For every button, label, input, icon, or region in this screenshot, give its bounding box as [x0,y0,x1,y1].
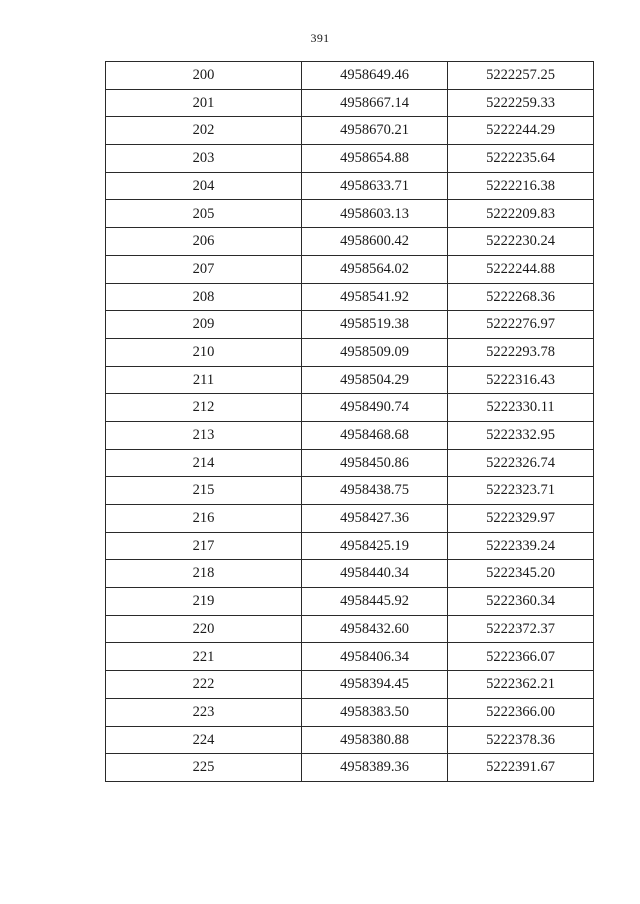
point-number-cell: 205 [106,200,302,228]
point-number-cell: 218 [106,560,302,588]
point-number-cell: 220 [106,615,302,643]
table-row [106,560,594,588]
table-row [106,615,594,643]
table-row [106,588,594,616]
y-coordinate-cell: 5222276.97 [448,311,594,339]
x-coordinate-cell: 4958438.75 [302,477,448,505]
y-coordinate-cell: 5222230.24 [448,228,594,256]
y-coordinate-cell: 5222330.11 [448,394,594,422]
point-number-cell: 225 [106,754,302,782]
y-coordinate-cell: 5222326.74 [448,449,594,477]
point-number-cell: 201 [106,89,302,117]
point-number-cell: 200 [106,62,302,90]
y-coordinate-cell: 5222293.78 [448,338,594,366]
y-coordinate-cell: 5222268.36 [448,283,594,311]
x-coordinate-cell: 4958564.02 [302,255,448,283]
x-coordinate-cell: 4958600.42 [302,228,448,256]
y-coordinate-cell: 5222391.67 [448,754,594,782]
table-row [106,172,594,200]
y-coordinate-cell: 5222257.25 [448,62,594,90]
point-number-cell: 209 [106,311,302,339]
point-number-cell: 212 [106,394,302,422]
x-coordinate-cell: 4958445.92 [302,588,448,616]
y-coordinate-cell: 5222372.37 [448,615,594,643]
y-coordinate-cell: 5222216.38 [448,172,594,200]
table-row [106,283,594,311]
x-coordinate-cell: 4958440.34 [302,560,448,588]
x-coordinate-cell: 4958509.09 [302,338,448,366]
point-number-cell: 217 [106,532,302,560]
point-number-cell: 215 [106,477,302,505]
table-row [106,311,594,339]
x-coordinate-cell: 4958670.21 [302,117,448,145]
table-row [106,754,594,782]
y-coordinate-cell: 5222332.95 [448,421,594,449]
point-number-cell: 219 [106,588,302,616]
x-coordinate-cell: 4958432.60 [302,615,448,643]
y-coordinate-cell: 5222259.33 [448,89,594,117]
y-coordinate-cell: 5222329.97 [448,505,594,533]
table-row [106,145,594,173]
table-row [106,726,594,754]
table-row [106,62,594,90]
table-row [106,228,594,256]
x-coordinate-cell: 4958654.88 [302,145,448,173]
y-coordinate-cell: 5222366.00 [448,698,594,726]
y-coordinate-cell: 5222362.21 [448,671,594,699]
table-row [106,255,594,283]
coordinates-table-body [106,62,594,782]
table-row [106,338,594,366]
table-row [106,532,594,560]
y-coordinate-cell: 5222323.71 [448,477,594,505]
x-coordinate-cell: 4958380.88 [302,726,448,754]
point-number-cell: 221 [106,643,302,671]
x-coordinate-cell: 4958541.92 [302,283,448,311]
page-number: 391 [310,31,330,45]
x-coordinate-cell: 4958603.13 [302,200,448,228]
point-number-cell: 210 [106,338,302,366]
point-number-cell: 214 [106,449,302,477]
point-number-cell: 208 [106,283,302,311]
point-number-cell: 202 [106,117,302,145]
table-row [106,394,594,422]
y-coordinate-cell: 5222244.88 [448,255,594,283]
point-number-cell: 223 [106,698,302,726]
coordinates-table [105,61,594,782]
table-row [106,671,594,699]
point-number-cell: 203 [106,145,302,173]
point-number-cell: 213 [106,421,302,449]
table-row [106,366,594,394]
x-coordinate-cell: 4958468.68 [302,421,448,449]
point-number-cell: 222 [106,671,302,699]
y-coordinate-cell: 5222244.29 [448,117,594,145]
x-coordinate-cell: 4958406.34 [302,643,448,671]
table-row [106,89,594,117]
y-coordinate-cell: 5222360.34 [448,588,594,616]
x-coordinate-cell: 4958450.86 [302,449,448,477]
x-coordinate-cell: 4958667.14 [302,89,448,117]
table-row [106,477,594,505]
table-row [106,698,594,726]
point-number-cell: 206 [106,228,302,256]
point-number-cell: 216 [106,505,302,533]
x-coordinate-cell: 4958389.36 [302,754,448,782]
y-coordinate-cell: 5222316.43 [448,366,594,394]
point-number-cell: 207 [106,255,302,283]
point-number-cell: 211 [106,366,302,394]
y-coordinate-cell: 5222345.20 [448,560,594,588]
y-coordinate-cell: 5222366.07 [448,643,594,671]
y-coordinate-cell: 5222339.24 [448,532,594,560]
table-row [106,449,594,477]
table-row [106,421,594,449]
point-number-cell: 224 [106,726,302,754]
y-coordinate-cell: 5222235.64 [448,145,594,173]
y-coordinate-cell: 5222209.83 [448,200,594,228]
x-coordinate-cell: 4958519.38 [302,311,448,339]
table-row [106,643,594,671]
table-row [106,505,594,533]
x-coordinate-cell: 4958394.45 [302,671,448,699]
x-coordinate-cell: 4958633.71 [302,172,448,200]
x-coordinate-cell: 4958504.29 [302,366,448,394]
x-coordinate-cell: 4958649.46 [302,62,448,90]
table-row [106,200,594,228]
x-coordinate-cell: 4958425.19 [302,532,448,560]
y-coordinate-cell: 5222378.36 [448,726,594,754]
x-coordinate-cell: 4958383.50 [302,698,448,726]
x-coordinate-cell: 4958490.74 [302,394,448,422]
point-number-cell: 204 [106,172,302,200]
table-row [106,117,594,145]
x-coordinate-cell: 4958427.36 [302,505,448,533]
